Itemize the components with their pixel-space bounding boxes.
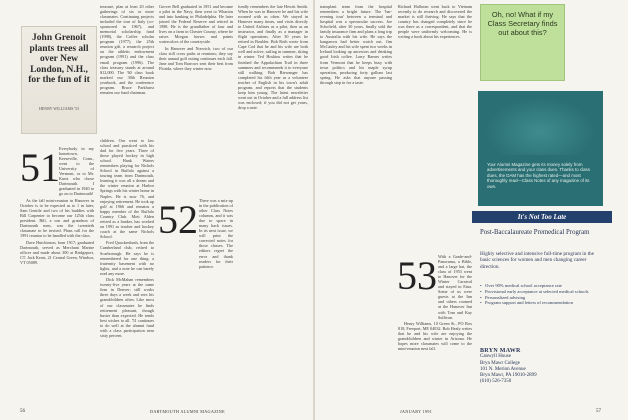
class-year-52: 52 — [158, 197, 198, 242]
class-notes-column-1-bottom — [20, 146, 94, 404]
ad-contact-line: 101 N. Merion Avenue — [480, 366, 526, 372]
class-notes-text: Fred Quackenbush, from the Cumberland club, retired to Scarborough. He says he is remembered for one thing: a fraternity basement with no lights, and a note he can barely read any more. — [100, 240, 154, 276]
class-notes-column-5 — [320, 4, 392, 404]
page-number-right: 57 — [596, 409, 601, 414]
class-secretary-callout — [480, 4, 565, 81]
class-notes-text: Dave Hutchinson, born 1917; graduated Dartmouth, served as Merchant Marine officer and made about 300 at Bridgeport, CT. Jack Keats, 21 Central Green, Windsor, VT 05089. — [20, 239, 94, 266]
list-item: • Program support and letters of recommendation — [480, 300, 604, 306]
class-notes-column-6-bottom — [398, 254, 472, 404]
class-notes-column-6-top — [398, 4, 472, 250]
class-notes-text: With a Grade-and-Panorama, a Bible, and a large hat, the class of 1953 went to Hanover for the Winter Carnival and stayed in Etna. Some of us were guests at the Inn and others roomed at the Hanover Inn with Tom and Kay Sullivan. — [438, 254, 472, 320]
photo-caption-title: John Grenoit plants trees all over New London, N.H., for the fun of it — [28, 33, 90, 85]
ad-illustration — [484, 97, 596, 155]
ad-contact-line: (610) 526-7350 — [480, 379, 512, 385]
class-notes-text: In Hanover and Norwich, two of our class still cross paths at reunions; they say their annual golf outing continues each fall. Jane and Tom Barrows sent their best from Florida, where they winter now. — [159, 45, 233, 72]
class-notes-text: Richard Halloran went back to Vietnam recently to do research and discovered the market is still thriving. He says that the country has changed completely since he was there as a correspondent, and that the people were uniformly welcoming. He is writing a book about his experiences. — [398, 4, 472, 40]
class-notes-text: treasure, plan at least 20 other gatherings of six or more classmates. Continuing projects included the tour of Italy (co-sponsored in 1967), and memorial scholarship fund (1998), the Coffee scholar program (1977), the 25th reunion gift, a research project on the athletic endowment program (1991) and the class email program (1996). The class treasury stands at around $12,000. The '60 class book marked our 30th Reunion yearbook, and the conference program. Bruce Parkhurst remains our fund chairman. — [100, 4, 154, 95]
class-notes-column-3-top — [159, 4, 233, 194]
alumni-magazine-ad — [478, 91, 603, 206]
ad-contact-line: Canwyll House — [480, 354, 511, 360]
class-notes-text: children. Our went to law school and practiced with his dad for five years. Three of those played hockey in high school. Hank Waters remembers playing for Nichols School in Buffalo against a touring team from Dartmouth, learning it was all a dream and the winter reunion at Harbor Springs with his winter home in Naples. He is now 76, and enjoying retirement. He took up golf at 1966 and remains a happy member of the Buffalo Country Club. Mott Alden retired as a banker, has worked on 1991 as teacher and hockey coach at the same Nichols School. — [100, 138, 154, 239]
class-notes-text: There was a mix-up in the publication of other Class Notes columns, and it was due to space in many back issues. In its next issue, we will print the corrected notes for those classes. The editors regret the error and thank readers for their patience. — [199, 198, 233, 269]
ad-banner: It's Not Too Late — [472, 211, 612, 223]
class-notes-column-3-bottom — [159, 198, 233, 404]
list-item: • Over 90% medical school acceptance rate — [480, 283, 604, 289]
class-notes-text: Everybody in my hometown, Keeseville, Conn., went to the University of Vermont, or to Mr. Kurtz who chose Dartmouth. I graduated in 1940 to go on to Dartmouth! — [59, 146, 94, 197]
class-notes-text: Dick McMahan remembers twenty-five years at the same firm in Denver; still works three days a week and sees his grandchildren often. Like most of our classmates he finds retirement pleasant, though busier than expected. He sends best wishes to all. '51 continues to do well at the alumni fund with a class participation near sixty percent. — [100, 277, 154, 338]
ad-description: Highly selective and intensive full-time program in the basic sciences for women and men changing career direction. — [480, 251, 594, 270]
class-year-53: 53 — [397, 253, 437, 298]
callout-text: Oh, no! What if my Class Secretary finds out about this? — [487, 10, 558, 37]
class-notes-column-4 — [238, 4, 308, 404]
class-notes-column-1-top — [100, 4, 154, 134]
class-notes-text: transplant team from the hospital remembers a bright future. The 'bar-evening tour' between a terminal and hospital was a spectacular success. Joe Schofield, after 30 years, finally sold the family insurance firm and plans a long trip to Australia with his wife. He says the kangaroos had better watch out. Jim McCauley and his wife spent two weeks in Ireland looking up ancestors and drinking good Irish coffee. Larry Barnes writes from Vermont that he keeps busy with town politics and his maple syrup operation, producing forty gallons last spring. He asks that anyone passing through stop in for a taste. — [320, 4, 392, 85]
ad-org-name: BRYN MAWR — [480, 348, 521, 354]
page-number-left: 56 — [20, 409, 25, 414]
ad-contact — [480, 348, 600, 386]
ad-text: Your Alumni Magazine gets its money solely from advertisements and your class dues. Thanks to class dues, the DAM has the highest rated—and most thoroughly read—Class Notes of any magazine of its own. — [487, 162, 590, 189]
class-notes-text: Grover Bell graduated in 1951 and became a pilot in the Navy, then went to Wharton and into banking in Philadelphia. He later joined the Federal Reserve and retired in 1988. He is the grandfather of four and lives on a farm in Chester County, where he raises Morgan horses and paints watercolors of the countryside. — [159, 4, 233, 45]
ad-title: Post-Baccalaureate Premedical Program — [480, 229, 590, 236]
classmate-photo — [21, 26, 97, 134]
class-notes-text: fondly remembers the late Hewitt Smith. When he was in Hanover he and his wife roomed with us often. We stayed in Hanover many times, and visits directly to United Airlines as a pilot, then as an instructor, and finally as a manager in flight operations. After 30 years he retired in Boulder. Bob Roth wrote from Cape Cod that he and his wife are both well and active, sailing in summer, skiing in winter. Ted Hoskins writes that he finished the Appalachian Trail in three summers and recommends it to everyone still walking. Bob Biewanger has completed his fifth year as a volunteer teacher of English in his town's adult program, and reports that the students keep him young. The latest newsletter went out in October and a full address list was enclosed; if you did not get yours, drop a note. — [238, 4, 308, 110]
photo-caption-credit: HENRY WILLIAMS '53 — [38, 106, 80, 111]
class-notes-column-2 — [100, 138, 154, 404]
page-gutter — [313, 0, 315, 420]
list-item: • Personalized advising — [480, 295, 604, 301]
ad-contact-line: Bryn Mawr, PA 19010-2899 — [480, 373, 537, 379]
ad-bullet-list — [480, 283, 604, 306]
footer-magazine-title: DARTMOUTH ALUMNI MAGAZINE — [150, 409, 225, 414]
footer-issue-date: JANUARY 1991 — [400, 409, 433, 414]
class-notes-text: Henry Williams, 10 Green St., PO Box 818, Freeport, ME 04032. Bob Healy writes that he and his wife are enjoying the grandchildren and winter in Arizona. He hopes more classmates will come to the mini-reunion next fall. — [398, 321, 472, 352]
ad-contact-line: Bryn Mawr College — [480, 360, 520, 366]
class-notes-text: As the fall mini-reunion in Hanover in October is to be expected as to 1 in later, Sam Gentile and two of his buddies with Bill Carpenter to become our 125th class president. Bill, a son and grandson of Dartmouth men, was the twentieth classmate to be invited. Plans call for the 1991 reunion to be handled with the class. — [20, 197, 94, 239]
class-year-51: 51 — [20, 145, 60, 190]
list-item: • Provisional early acceptance at selected medical schools — [480, 289, 604, 295]
